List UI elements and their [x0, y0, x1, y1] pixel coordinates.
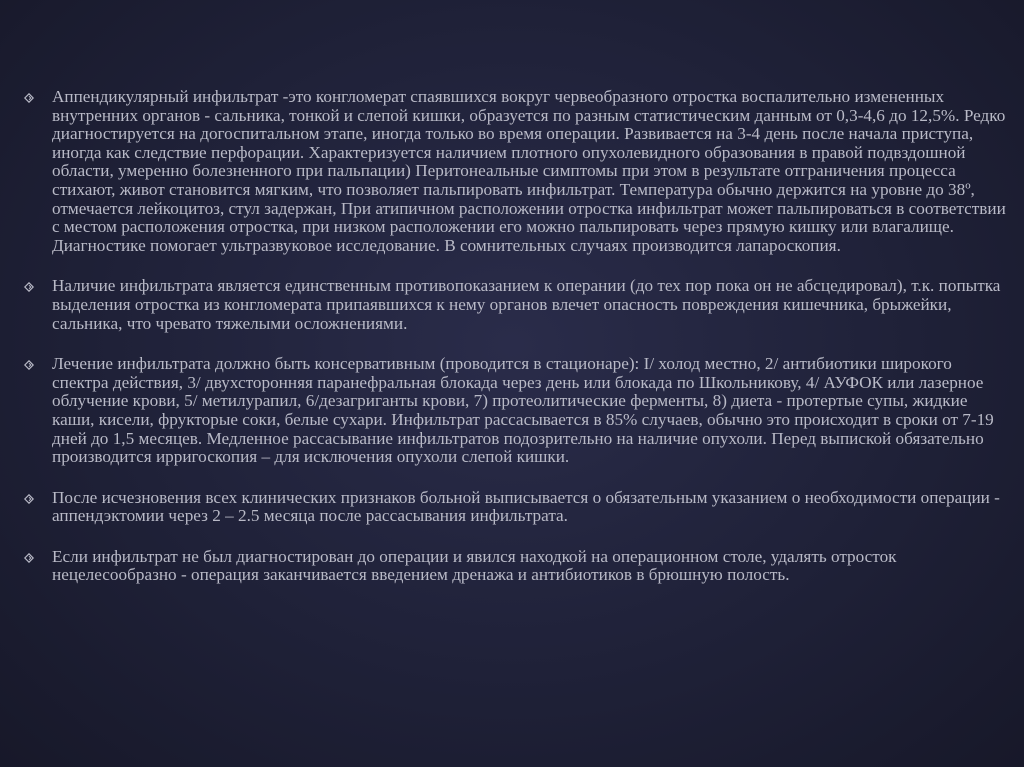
bullet-item — [22, 88, 1007, 255]
bullet-list — [22, 88, 1007, 607]
bullet-item — [22, 355, 1007, 467]
bullet-text: Лечение инфильтрата должно быть консервативным (проводится в стационаре): I/ холод местно, 2/ антибиотики широкого спектра действия, 3/ двухсторонняя паранефральная блокада через день или блокада по Школьникову, 4/ АУФОК или лазерное облучение крови, 5/ метилурапил, 6/дезагриганты крови, 7) протеолитические ферменты, 8) диета - протертые супы, жидкие каши, кисели, фрукторые соки, белые сухари. Инфильтрат рассасывается в 85% случаев, обычно это происходит в сроки от 7-19 дней до 1,5 месяцев. Медленное рассасывание инфильтратов подозрительно на наличие опухоли. Перед выпиской обязательно производится ирригоскопия – для исключения опухоли слепой кишки. — [52, 354, 994, 467]
hollow-diamond-arrow-icon — [24, 282, 34, 292]
bullet-item — [22, 548, 1007, 585]
bullet-text: После исчезновения всех клинических признаков больной выписывается о обязательным указанием о необходимости операции - аппендэктомии через 2 – 2.5 месяца после рассасывания инфильтрата. — [52, 487, 1000, 526]
bullet-item — [22, 489, 1007, 526]
hollow-diamond-arrow-icon — [24, 360, 34, 370]
hollow-diamond-arrow-icon — [24, 553, 34, 563]
bullet-text: Наличие инфильтрата является единственным противопоказанием к оперании (до тех пор пока он не абсцедировал), т.к. попытка выделения отростка из конгломерата припаявшихся к нему органов влечет опасность повреждения кишечника, брыжейки, сальника, что чревато тяжелыми осложнениями. — [52, 276, 1001, 333]
bullet-item — [22, 277, 1007, 333]
bullet-text: Аппендикулярный инфильтрат -это конгломерат спаявшихся вокруг червеобразного отростка воспалительно измененных внутренних органов - сальника, тонкой и слепой кишки, образуется по разным статистическим данным от 0,3-4,6 до 12,5%. Редко диагностируется на догоспитальном этапе, иногда только во время операции. Развивается на 3-4 день после начала приступа, иногда как следствие перфорации. Характеризуется наличием плотного опухолевидного образования в правой подвздошной области, умеренно болезненного при пальпации) Перитонеальные симптомы при этом в результате отграничения процесса стихают, живот становится мягким, что позволяет пальпировать инфильтрат. Температура обычно держится на уровне до 38º, отмечается лейкоцитоз, стул задержан, При атипичном расположении отростка инфильтрат может пальпироваться в соответствии с местом расположения отростка, при низком расположении его можно пальпировать через прямую кишку или влагалище. Диагностике помогает ультразвуковое исследование. В сомнительных случаях производится лапароскопия. — [52, 87, 1006, 255]
hollow-diamond-arrow-icon — [24, 93, 34, 103]
hollow-diamond-arrow-icon — [24, 494, 34, 504]
bullet-text: Если инфильтрат не был диагностирован до операции и явился находкой на операционном столе, удалять отросток нецелесообразно - операция заканчивается введением дренажа и антибиотиков в брюшную полость. — [52, 546, 897, 585]
